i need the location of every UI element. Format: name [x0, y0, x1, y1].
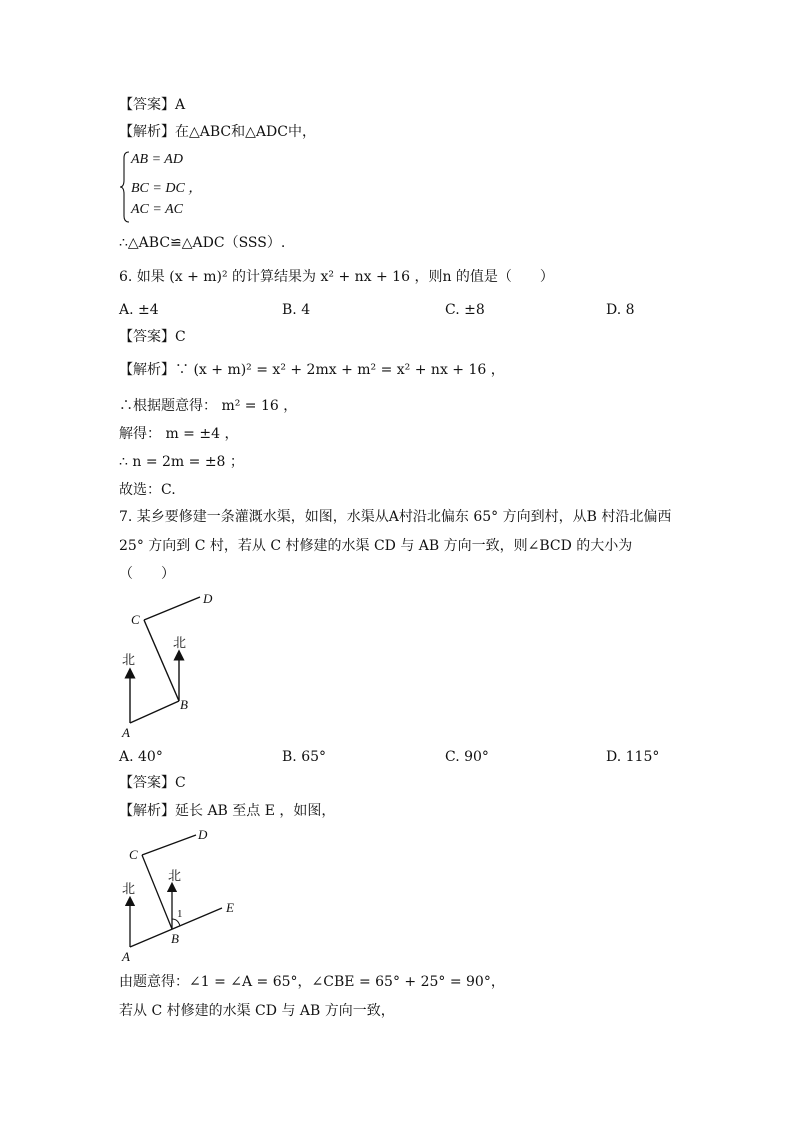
label-e: E [226, 900, 234, 915]
north-label-b: 北 [168, 869, 182, 884]
q5-conclusion: ∴△ABC≌△ADC（SSS）. [119, 235, 286, 251]
q6-step-2: ∴根据题意得： m² = 16 ， [119, 398, 298, 414]
q6-step-1: 【解析】∵ (x + m)² = x² + 2mx + m² = x² + nx + 16 ， [119, 362, 505, 378]
segment-bc [144, 620, 179, 701]
q7-analysis-intro: 【解析】延长 AB 至点 E ，如图， [119, 803, 336, 819]
label-c: C [131, 612, 140, 627]
label-a: A [122, 949, 130, 964]
q7-stem-line-3: （ ） [119, 566, 175, 582]
q7-option-b: B. 65° [282, 749, 327, 765]
q6-step-4: ∴ n = 2m = ±8 ； [119, 454, 244, 470]
segment-cd [142, 835, 196, 855]
label-d: D [198, 827, 208, 842]
q5-answer: 【答案】A [119, 97, 186, 113]
q7-step-1: 由题意得：∠1 = ∠A = 65°，∠CBE = 65° + 25° = 90°， [119, 974, 505, 990]
system-row-3: AC = AC [131, 202, 183, 217]
q6-option-c: C. ±8 [445, 302, 485, 318]
north-label-a: 北 [122, 653, 136, 668]
q7-answer: 【答案】C [119, 775, 186, 791]
label-d: D [203, 591, 213, 606]
label-b: B [171, 931, 179, 946]
q7-option-d: D. 115° [606, 749, 660, 765]
segment-ab [130, 701, 179, 723]
q6-option-a: A. ±4 [119, 302, 159, 318]
system-row-1: AB = AD [131, 152, 183, 167]
q6-option-d: D. 8 [606, 302, 635, 318]
q6-option-b: B. 4 [282, 302, 311, 318]
angle-1-label: 1 [177, 908, 183, 920]
label-c: C [129, 847, 138, 862]
q6-answer: 【答案】C [119, 329, 186, 345]
q7-step-2: 若从 C 村修建的水渠 CD 与 AB 方向一致， [119, 1003, 395, 1019]
figure-1-diagram [110, 585, 240, 740]
equation-system [119, 150, 239, 224]
q6-step-3: 解得： m = ±4 ， [119, 426, 239, 442]
q7-stem-line-1: 7. 某乡要修建一条灌溉水渠，如图，水渠从A村沿北偏东 65° 方向到村，从B 村沿北偏西 [119, 509, 672, 525]
q5-analysis-intro: 【解析】在△ABC和△ADC中， [119, 124, 316, 140]
q7-option-c: C. 90° [445, 749, 489, 765]
segment-bc [142, 855, 172, 929]
angle-1-arc [172, 919, 180, 926]
system-row-2: BC = DC ， [131, 181, 203, 196]
q6-step-5: 故选：C. [119, 482, 176, 498]
q7-option-a: A. 40° [119, 749, 163, 765]
label-b: B [180, 697, 188, 712]
label-a: A [122, 725, 130, 740]
q7-stem-line-2: 25° 方向到 C 村，若从 C 村修建的水渠 CD 与 AB 方向一致，则∠BCD 的大小为 [119, 538, 633, 554]
q6-stem: 6. 如果 (x + m)² 的计算结果为 x² + nx + 16 ，则n 的值是（ ） [119, 269, 554, 285]
segment-cd [144, 597, 200, 620]
figure-2-diagram [110, 825, 250, 965]
north-label-a: 北 [122, 882, 136, 897]
north-label-b: 北 [173, 636, 187, 651]
